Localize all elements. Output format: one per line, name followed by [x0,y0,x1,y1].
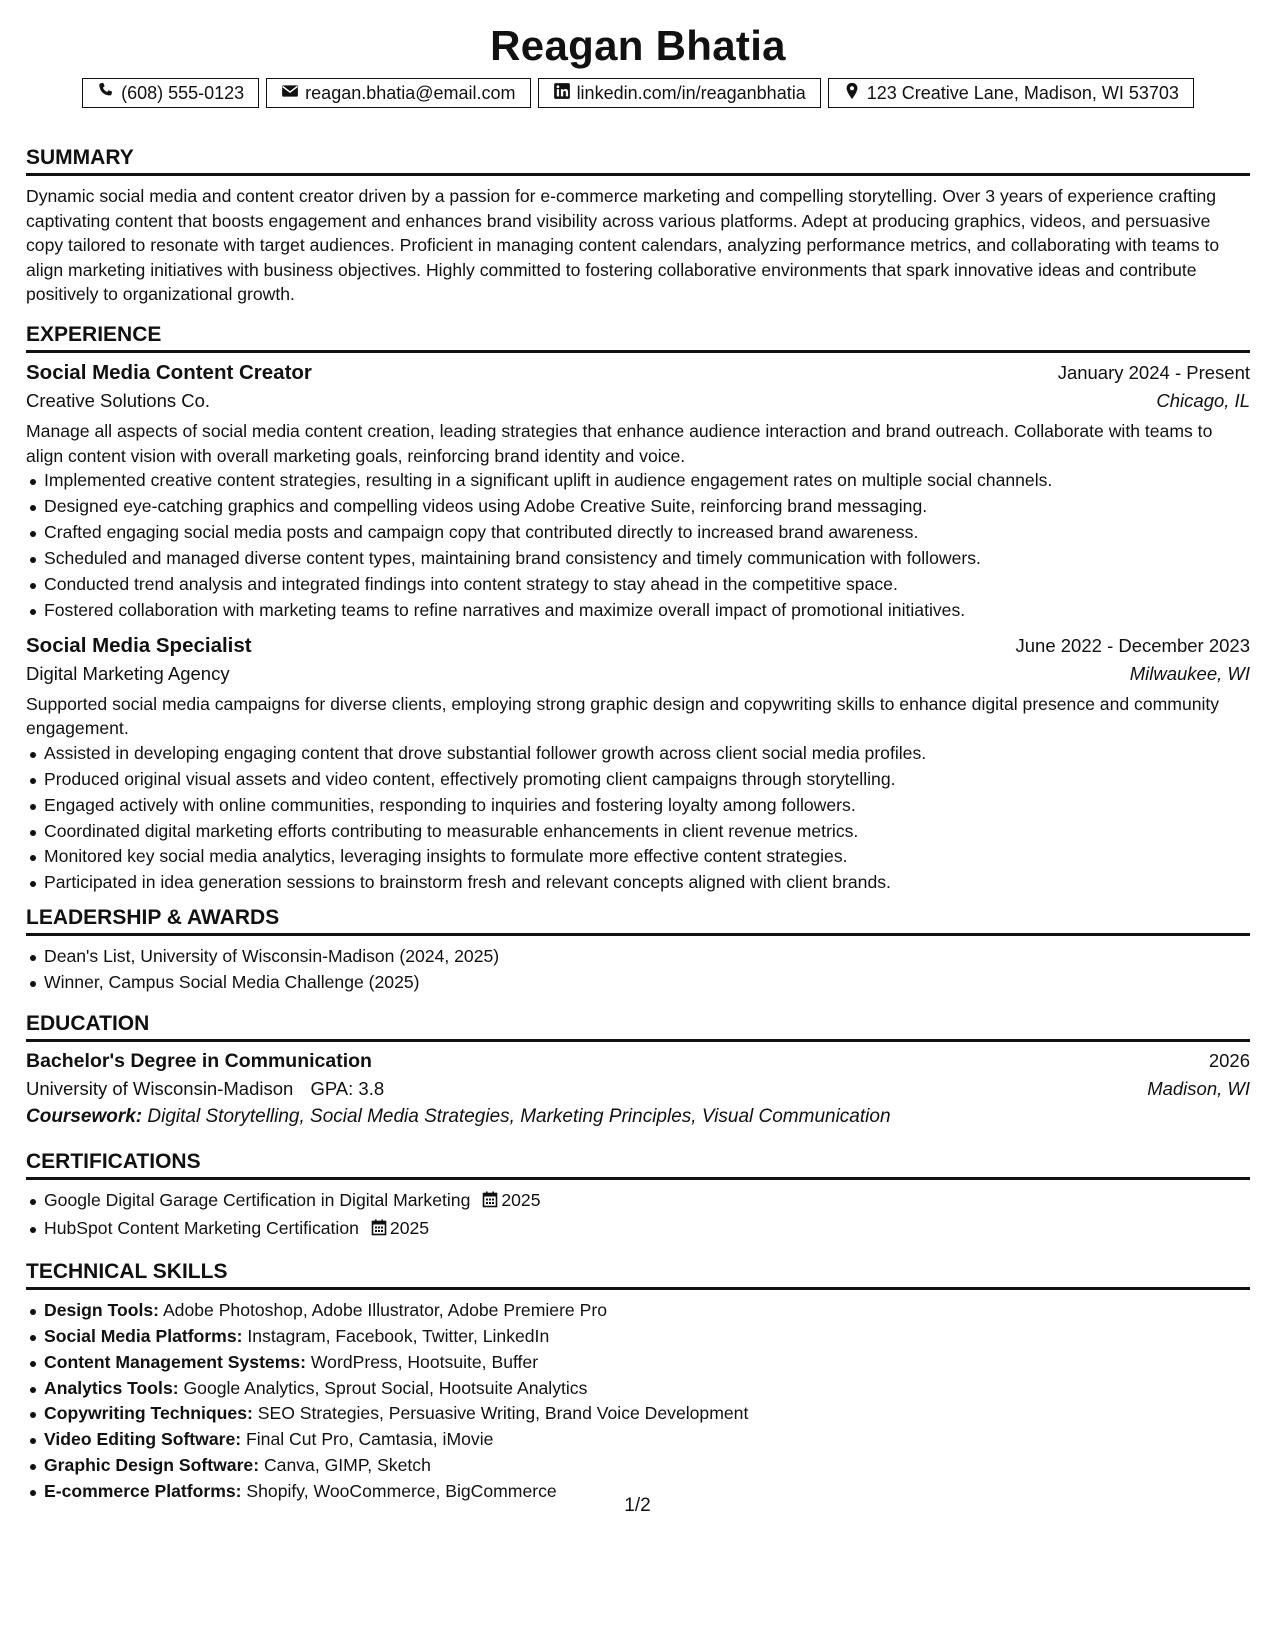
map-marker-icon [843,82,861,105]
job-company: Digital Marketing Agency [26,662,230,684]
job-entry [26,634,1250,897]
skill-value: Canva, GIMP, Sketch [263,1455,431,1476]
linkedin-icon [553,82,571,105]
list-item: Monitored key social media analytics, leveraging insights to formulate more effective content strategies. [44,844,1250,870]
coursework-list: Digital Storytelling, Social Media Strategies, Marketing Principles, Visual Communication [147,1106,891,1128]
list-item [44,1453,1250,1479]
job-description: Manage all aspects of social media content creation, leading strategies that enhance audience interaction and brand outreach. Collaborate with teams to align content vision with overall marketing goals, reinforcing brand identity and voice. [26,420,1213,466]
list-item: Participated in idea generation sessions to brainstorm fresh and relevant concepts aligned with client brands. [44,870,1250,896]
job-entry [26,361,1250,624]
job-description: Supported social media campaigns for diverse clients, employing strong graphic design and copywriting skills to enhance digital presence and community engagement. [26,693,1220,739]
list-item: Dean's List, University of Wisconsin-Madison (2024, 2025) [44,944,1250,970]
certification-name: HubSpot Content Marketing Certification [44,1217,359,1238]
job-company: Creative Solutions Co. [26,389,211,411]
school-name: University of Wisconsin-Madison [26,1078,294,1100]
list-item: Implemented creative content strategies, resulting in a significant uplift in audience engagement rates on multiple social channels. [44,468,1250,494]
skill-value: Shopify, WooCommerce, BigCommerce [246,1481,557,1502]
education-heading: EDUCATION [26,1012,1250,1042]
job-date: January 2024 - Present [1057,361,1250,383]
envelope-icon [281,82,299,105]
school-location: Madison, WI [1147,1078,1250,1100]
certifications-list [26,1188,1250,1244]
certification-year: 2025 [389,1217,430,1238]
list-item: Engaged actively with online communities, responding to inquiries and fostering loyalty among followers. [44,793,1250,819]
phone-icon [97,82,115,105]
contact-email-text: reagan.bhatia@email.com [305,82,516,103]
list-item [44,1298,1250,1324]
graduation-year: 2026 [1208,1050,1250,1072]
skills-list [26,1298,1250,1505]
skills-heading: TECHNICAL SKILLS [26,1260,1250,1290]
awards-list [26,944,1250,996]
awards-heading: LEADERSHIP & AWARDS [26,906,1250,936]
certification-name: Google Digital Garage Certification in Digital Marketing [44,1190,471,1211]
gpa: GPA: 3.8 [310,1078,385,1100]
contact-phone[interactable] [82,78,259,108]
contact-phone-text: (608) 555-0123 [121,82,245,103]
coursework [26,1106,1250,1128]
contact-email[interactable] [266,78,530,108]
candidate-name: Reagan Bhatia [490,22,786,69]
contact-linkedin[interactable] [538,78,821,108]
contact-linkedin-text: linkedin.com/in/reaganbhatia [576,82,806,103]
list-item: Coordinated digital marketing efforts contributing to measurable enhancements in client revenue metrics. [44,819,1250,845]
page-number: 1/2 [624,1495,651,1516]
skill-value: SEO Strategies, Persuasive Writing, Brand Voice Development [257,1403,749,1424]
skill-label: Video Editing Software: [44,1429,242,1450]
awards-section [26,906,1250,996]
certifications-heading: CERTIFICATIONS [26,1150,1250,1180]
experience-heading: EXPERIENCE [26,323,1250,353]
list-item [44,1401,1250,1427]
skill-value: Instagram, Facebook, Twitter, LinkedIn [247,1325,550,1346]
skill-label: Social Media Platforms: [44,1325,243,1346]
education-section [26,1012,1250,1128]
list-item [44,1350,1250,1376]
resume-page [26,0,1250,1505]
job-title: Social Media Specialist [26,633,252,657]
skill-value: Adobe Photoshop, Adobe Illustrator, Adobe Premiere Pro [162,1299,607,1320]
list-item [44,1376,1250,1402]
list-item [44,1216,1250,1244]
contact-address[interactable] [828,78,1194,108]
skill-label: Copywriting Techniques: [44,1403,253,1424]
skill-label: E-commerce Platforms: [44,1481,242,1502]
job-location: Chicago, IL [1156,389,1250,411]
job-date: June 2022 - December 2023 [1015,634,1250,656]
certifications-section [26,1150,1250,1244]
calendar-icon [482,1190,498,1216]
skill-label: Analytics Tools: [44,1377,179,1398]
job-title: Social Media Content Creator [26,360,312,384]
skill-label: Design Tools: [44,1299,160,1320]
list-item: Designed eye-catching graphics and compelling videos using Adobe Creative Suite, reinforcing brand messaging. [44,494,1250,520]
list-item [44,1427,1250,1453]
calendar-icon [371,1218,387,1244]
list-item: Crafted engaging social media posts and campaign copy that contributed directly to increased brand awareness. [44,520,1250,546]
experience-section [26,323,1250,896]
contact-address-text: 123 Creative Lane, Madison, WI 53703 [866,82,1179,103]
contact-bar [26,78,1250,108]
job-location: Milwaukee, WI [1129,662,1250,684]
list-item [44,1324,1250,1350]
list-item: Conducted trend analysis and integrated findings into content strategy to stay ahead in the competitive space. [44,572,1250,598]
list-item: Produced original visual assets and video content, effectively promoting client campaigns through storytelling. [44,767,1250,793]
skill-label: Graphic Design Software: [44,1455,260,1476]
skill-value: Final Cut Pro, Camtasia, iMovie [246,1429,494,1450]
summary-heading: SUMMARY [26,146,1250,176]
coursework-label: Coursework: [26,1106,143,1128]
skill-value: WordPress, Hootsuite, Buffer [310,1351,539,1372]
list-item: Fostered collaboration with marketing teams to refine narratives and maximize overall impact of promotional initiatives. [44,598,1250,624]
degree-title: Bachelor's Degree in Communication [26,1050,372,1073]
skill-value: Google Analytics, Sprout Social, Hootsuite Analytics [183,1377,588,1398]
list-item: Scheduled and managed diverse content types, maintaining brand consistency and timely communication with followers. [44,546,1250,572]
summary-text: Dynamic social media and content creator driven by a passion for e-commerce marketing and compelling storytelling. Over 3 years of experience crafting captivating content that boosts engagement and enhances brand visibility across various platforms. Adept at producing graphics, videos, and persuasive copy tailored to resonate with target audiences. Proficient in managing content calendars, analyzing performance metrics, and collaborating with teams to align marketing initiatives with business objectives. Highly committed to fostering collaborative environments that spark innovative ideas and contribute positively to organizational growth. [26,186,1220,305]
list-item: Winner, Campus Social Media Challenge (2025) [44,970,1250,996]
skills-section [26,1260,1250,1505]
job-bullets [26,468,1250,623]
list-item: Assisted in developing engaging content that drove substantial follower growth across client social media profiles. [44,741,1250,767]
list-item [44,1188,1250,1216]
certification-year: 2025 [501,1190,541,1211]
summary-section [26,146,1250,307]
skill-label: Content Management Systems: [44,1351,306,1372]
job-bullets [26,741,1250,896]
